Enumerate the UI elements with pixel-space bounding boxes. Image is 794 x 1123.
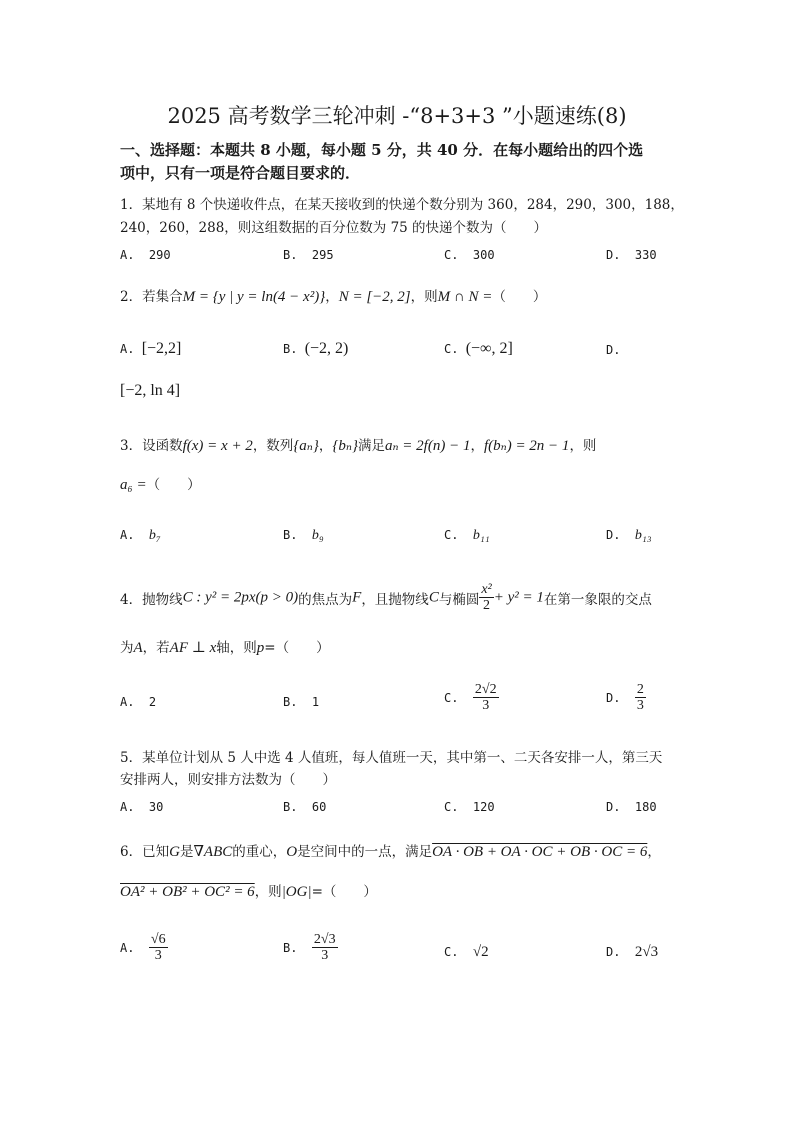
q2-option-d-value[interactable]: [−2, ln 4] — [120, 382, 181, 399]
q1-option-a[interactable]: A. 290 — [120, 248, 171, 262]
section-heading-line1: 一、选择题：本题共 8 小题，每小题 5 分，共 40 分．在每小题给出的四个选 — [120, 141, 644, 159]
q5-option-d[interactable]: D. 180 — [606, 800, 657, 814]
q2-set-m: M = {y | y = ln(4 − x²)} — [182, 289, 326, 305]
q2-set-n: N = [−2, 2] — [338, 289, 411, 305]
q6-option-d[interactable]: D. 2√3 — [606, 944, 659, 960]
q2-stem: 2．若集合M = {y | y = ln(4 − x²)}，N = [−2, 2]，则M ∩ N =（ ） — [120, 289, 547, 305]
q2-option-a[interactable]: A. [−2,2] — [120, 340, 182, 357]
q3-option-a[interactable]: A. b₇ — [120, 528, 161, 543]
q6-stem-line1: 6．已知G是∇ABC的重心，O是空间中的一点，满足OA · OB + OA · OC + OB · OC = 6， — [120, 844, 661, 860]
q3-option-d[interactable]: D. b₁₃ — [606, 528, 652, 543]
q6-dot-product-equation: OA · OB + OA · OC + OB · OC = 6 — [432, 844, 648, 860]
q2-option-d-letter[interactable]: D. — [606, 343, 621, 357]
q6-option-c[interactable]: C. √2 — [444, 944, 489, 960]
q1-text-line1: 1．某地有 8 个快递收件点，在某天接收到的快递个数分别为 360，284，290，300，188， — [120, 197, 684, 213]
q2-option-b[interactable]: B. (−2, 2) — [283, 340, 349, 357]
q2-option-c[interactable]: C. (−∞, 2] — [444, 340, 513, 357]
q6-square-sum-equation: OA² + OB² + OC² = 6 — [120, 884, 255, 900]
q6-norm-og: |OG| — [281, 884, 312, 900]
q4-option-c[interactable]: C. $\frac{2√2}{3}$ — [444, 682, 497, 714]
q5-text-line2: 安排两人，则安排方法数为（ ） — [120, 772, 336, 788]
q5-option-b[interactable]: B. 60 — [283, 800, 327, 814]
q6-option-b[interactable]: B. $\frac{2√3}{3}$ — [283, 932, 336, 964]
q4-option-b[interactable]: B. 1 — [283, 695, 320, 709]
q1-text-line2: 240，260，288，则这组数据的百分位数为 75 的快递个数为（ ） — [120, 220, 548, 236]
q5-option-a[interactable]: A. 30 — [120, 800, 164, 814]
q4-stem-line1: 4．抛物线C : y² = 2px(p > 0)的焦点为F，且抛物线C与椭圆 $\frac{\text{x²}}{2}$ + y² = 1在第一象限的交点 — [120, 582, 652, 614]
q3-stem-line1: 3．设函数f(x) = x + 2，数列{aₙ}，{bₙ}满足aₙ = 2f(n) − 1，f(bₙ) = 2n − 1，则 — [120, 438, 597, 454]
q1-option-d[interactable]: D. 330 — [606, 248, 657, 262]
q1-option-c[interactable]: C. 300 — [444, 248, 495, 262]
q5-text-line1: 5．某单位计划从 5 人中选 4 人值班，每人值班一天，其中第一、二天各安排一人，第三天 — [120, 750, 663, 766]
q1-option-b[interactable]: B. 295 — [283, 248, 334, 262]
q3-stem-line2: a₆ =（ ） — [120, 477, 201, 493]
q3-option-c[interactable]: C. b₁₁ — [444, 528, 490, 543]
section-heading-line2: 项中，只有一项是符合题目要求的． — [120, 164, 361, 182]
q4-option-d[interactable]: D. $\frac{2}{3}$ — [606, 682, 644, 714]
q3-option-b[interactable]: B. b₉ — [283, 528, 324, 543]
q6-option-a[interactable]: A. $\frac{√6}{3}$ — [120, 932, 166, 964]
q4-option-a[interactable]: A. 2 — [120, 695, 157, 709]
q2-intersection: M ∩ N = — [437, 289, 493, 305]
page-title: 2025 高考数学三轮冲刺 -“8+3+3 ”小题速练(8) — [167, 104, 627, 128]
q6-stem-line2: OA² + OB² + OC² = 6，则|OG|=（ ） — [120, 884, 377, 900]
q4-stem-line2: 为A，若AF ⊥ x轴，则p=（ ） — [120, 640, 330, 656]
q5-option-c[interactable]: C. 120 — [444, 800, 495, 814]
q4-ellipse-fraction: $\frac{\text{x²}}{2}$ — [481, 582, 492, 614]
